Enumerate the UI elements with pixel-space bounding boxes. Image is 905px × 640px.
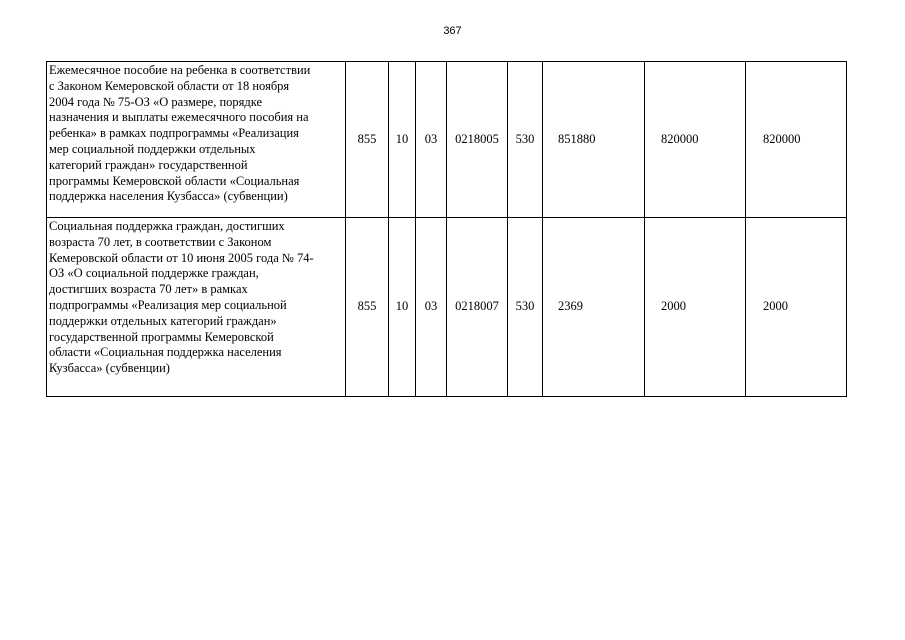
department-code: 855 bbox=[346, 218, 389, 397]
amount-value: 2369 bbox=[558, 299, 583, 314]
page-number: 367 bbox=[443, 25, 462, 37]
description-line: назначения и выплаты ежемесячного пособия на bbox=[49, 110, 309, 125]
amount-year-2 bbox=[645, 62, 746, 218]
subsection-code: 03 bbox=[416, 62, 447, 218]
amount-year-3 bbox=[746, 62, 847, 218]
description-line: государственной программы Кемеровской bbox=[49, 329, 274, 344]
description-line: подпрограммы «Реализация мер социальной bbox=[49, 297, 287, 312]
description-line: 2004 года № 75-ОЗ «О размере, порядке bbox=[49, 94, 263, 109]
description-line: Кузбасса» (субвенции) bbox=[49, 361, 170, 376]
description-line: возраста 70 лет, в соответствии с Законом bbox=[49, 234, 272, 249]
description-line: области «Социальная поддержка населения bbox=[49, 345, 282, 360]
table-row bbox=[47, 62, 847, 218]
target-item-code: 0218007 bbox=[447, 218, 508, 397]
target-item-code: 0218005 bbox=[447, 62, 508, 218]
row-description bbox=[47, 218, 346, 397]
amount-year-1 bbox=[543, 62, 645, 218]
description-line: ребенка» в рамках подпрограммы «Реализация bbox=[49, 126, 299, 141]
description-line: с Законом Кемеровской области от 18 ноября bbox=[49, 78, 290, 93]
description-line: мер социальной поддержки отдельных bbox=[49, 141, 256, 156]
description-line: поддержки отдельных категорий граждан» bbox=[49, 313, 277, 328]
expense-type-code: 530 bbox=[508, 62, 543, 218]
section-code: 10 bbox=[389, 218, 416, 397]
description-line: ОЗ «О социальной поддержке граждан, bbox=[49, 266, 259, 281]
amount-value: 2000 bbox=[661, 299, 686, 314]
expense-type-code: 530 bbox=[508, 218, 543, 397]
amount-value: 820000 bbox=[763, 131, 801, 146]
subsection-code: 03 bbox=[416, 218, 447, 397]
description-line: Ежемесячное пособие на ребенка в соответствии bbox=[49, 63, 311, 77]
table-row bbox=[47, 218, 847, 397]
budget-table bbox=[46, 61, 847, 397]
row-description bbox=[47, 62, 346, 218]
amount-year-3 bbox=[746, 218, 847, 397]
amount-value: 820000 bbox=[661, 131, 699, 146]
amount-value: 851880 bbox=[558, 131, 596, 146]
amount-year-1 bbox=[543, 218, 645, 397]
description-line: Кемеровской области от 10 июня 2005 года № 74- bbox=[49, 250, 314, 265]
description-line: достигших возраста 70 лет» в рамках bbox=[49, 282, 248, 297]
description-line: категорий граждан» государственной bbox=[49, 157, 248, 172]
section-code: 10 bbox=[389, 62, 416, 218]
description-line: программы Кемеровской области «Социальная bbox=[49, 173, 300, 188]
description-line: поддержка населения Кузбасса» (субвенции) bbox=[49, 189, 288, 204]
amount-year-2 bbox=[645, 218, 746, 397]
amount-value: 2000 bbox=[763, 299, 788, 314]
department-code: 855 bbox=[346, 62, 389, 218]
description-line: Социальная поддержка граждан, достигших bbox=[49, 219, 285, 233]
